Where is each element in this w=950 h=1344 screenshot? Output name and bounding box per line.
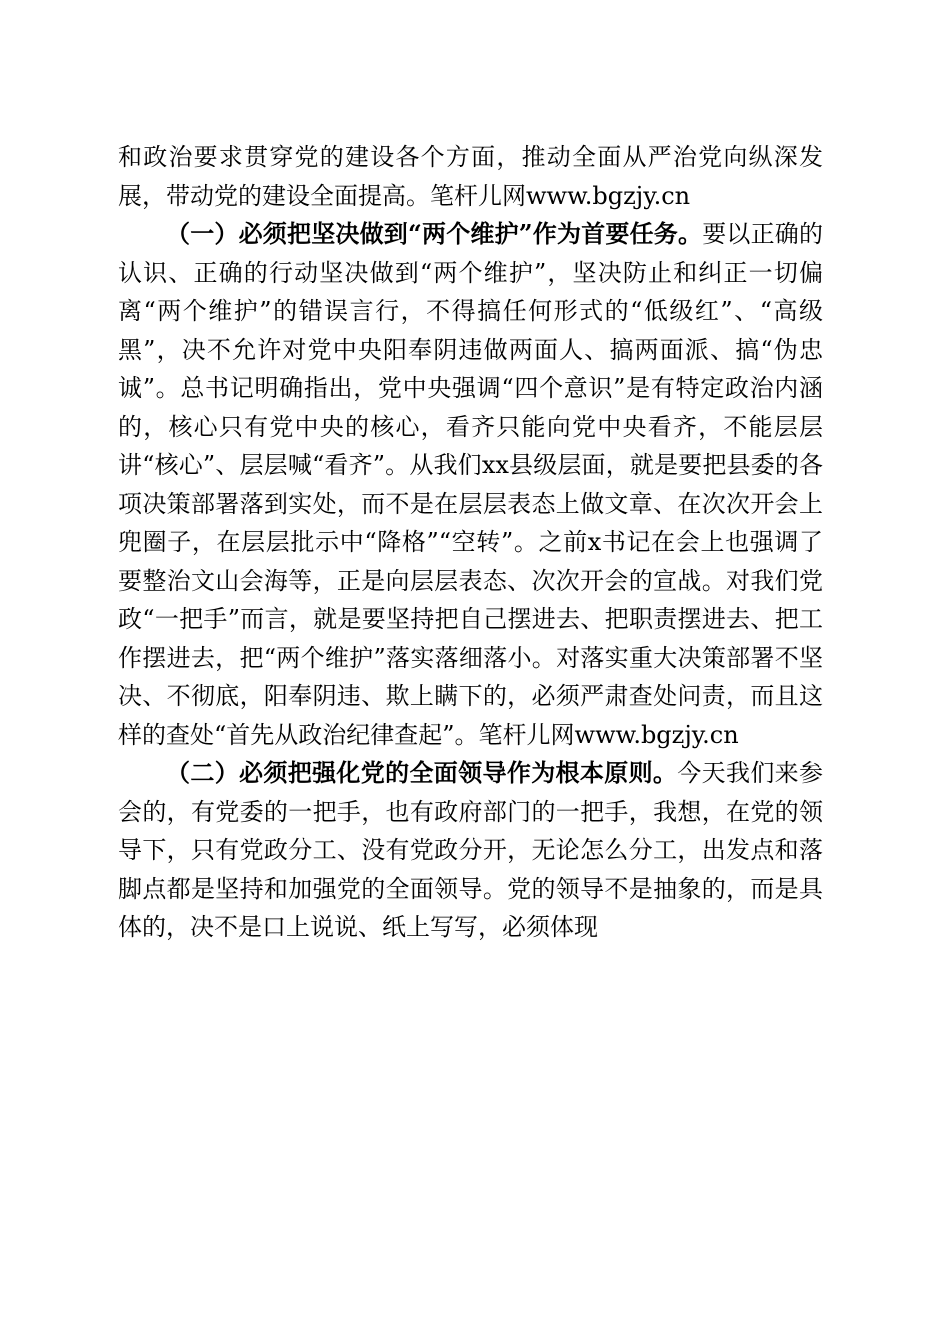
paragraph-intro — [118, 138, 823, 215]
section-2-body: 今天我们来参会的，有党委的一把手，也有政府部门的一把手，我想，在党的领导下，只有党政分工、没有党政分开，无论怎么分工，出发点和落脚点都是坚持和加强党的全面领导。党的领导不是抽象的，而是具体的，决不是口上说说、纸上写写，必须体现 — [118, 759, 824, 941]
paragraph-section-1 — [118, 215, 823, 754]
document-page — [118, 138, 823, 947]
section-1-heading: （一）必须把坚决做到“两个维护”作为首要任务。 — [166, 219, 703, 248]
section-2-heading: （二）必须把强化党的全面领导作为根本原则。 — [166, 758, 678, 787]
section-1-body: 要以正确的认识、正确的行动坚决做到“两个维护”，坚决防止和纠正一切偏离“两个维护”的错误言行，不得搞任何形式的“低级红”、“高级黑”，决不允许对党中央阳奉阴违做两面人、搞两面派、搞“伪忠诚”。总书记明确指出，党中央强调“四个意识”是有特定政治内涵的，核心只有党中央的核心，看齐只能向党中央看齐，不能层层讲“核心”、层层喊“看齐”。从我们xx县级层面，就是要把县委的各项决策部署落到实处，而不是在层层表态上做文章、在次次开会上兜圈子，在层层批示中“降格”“空转”。之前x书记在会上也强调了要整治文山会海等，正是向层层表态、次次开会的宣战。对我们党政“一把手”而言，就是要坚持把自己摆进去、把职责摆进去、把工作摆进去，把“两个维护”落实落细落小。对落实重大决策部署不坚决、不彻底，阳奉阴违、欺上瞒下的，必须严肃查处问责，而且这样的查处“首先从政治纪律查起”。笔杆儿网www.bgzjy.cn — [118, 220, 824, 749]
paragraph-intro-text: 和政治要求贯穿党的建设各个方面，推动全面从严治党向纵深发展，带动党的建设全面提高。笔杆儿网www.bgzjy.cn — [118, 143, 823, 210]
paragraph-section-2 — [118, 754, 823, 947]
